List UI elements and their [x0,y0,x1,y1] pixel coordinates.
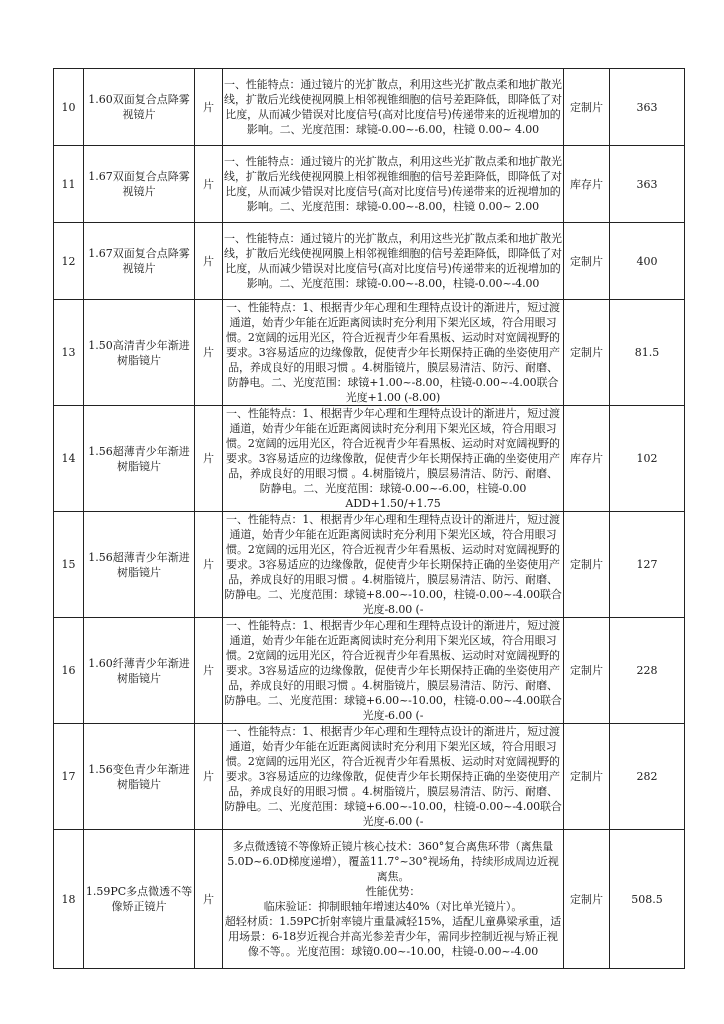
product-name: 1.67双面复合点降雾视镜片 [84,223,195,300]
table-row [54,512,685,618]
product-name: 1.56超薄青少年渐进树脂镜片 [84,406,195,512]
lens-type: 定制片 [564,830,610,969]
row-number: 13 [54,300,84,406]
price: 81.5 [610,300,685,406]
price: 363 [610,69,685,146]
price: 282 [610,724,685,830]
product-name: 1.50高清青少年渐进树脂镜片 [84,300,195,406]
price: 508.5 [610,830,685,969]
product-name: 1.56变色青少年渐进树脂镜片 [84,724,195,830]
product-description [223,223,564,300]
unit: 片 [195,146,223,223]
table-row [54,618,685,724]
lens-type: 定制片 [564,223,610,300]
product-description [223,724,564,830]
description-text: 一、性能特点：通过镜片的光扩散点，利用这些光扩散点柔和地扩散光线，扩散后光线使视网膜上相邻视锥细胞的信号差距降低，即降低了对比度，从而减少错误对比度信号(高对比度信号)传递带来的近视增加的影响。二、光度范围：球镜-0.00~-6.00，柱镜 0.00~ 4.00 [224,78,562,136]
lens-type: 定制片 [564,69,610,146]
table-row [54,406,685,512]
row-number: 14 [54,406,84,512]
product-description [223,512,564,618]
table-row [54,146,685,223]
description-text: 一、性能特点：1、根据青少年心理和生理特点设计的渐进片，短过渡通道，始青少年能在近距离阅读时充分利用下架光区域，符合用眼习惯。2宽阔的远用光区，符合近视青少年看黑板、运动时对宽阔视野的要求。3容易适应的边缘像散，促使青少年长期保持正确的坐姿使用产品，养成良好的用眼习惯 。4.树脂镜片，膜层易清洁、防污、耐磨、防静电。二、光度范围：球镜+8.00~-10.00，柱镜-0.00~-4.00联合光度-8.00 (- [224,513,562,616]
product-name: 1.60双面复合点降雾视镜片 [84,69,195,146]
description-clinical: 临床验证：抑制眼轴年增速达40%（对比单光镜片）。 [263,900,523,913]
product-description [223,146,564,223]
description-text: 一、性能特点：通过镜片的光扩散点，利用这些光扩散点柔和地扩散光线，扩散后光线使视网膜上相邻视锥细胞的信号差距降低，即降低了对比度，从而减少错误对比度信号(高对比度信号)传递带来的近视增加的影响。二、光度范围：球镜-0.00~-8.00，柱镜 0.00~ 2.00 [224,155,562,213]
price: 400 [610,223,685,300]
unit: 片 [195,512,223,618]
lens-type: 库存片 [564,406,610,512]
product-description [223,69,564,146]
table-row [54,724,685,830]
lens-type: 定制片 [564,512,610,618]
table-row [54,69,685,146]
description-advantages-heading: 性能优势： [365,885,421,898]
description-text: 一、性能特点：通过镜片的光扩散点，利用这些光扩散点柔和地扩散光线，扩散后光线使视网膜上相邻视锥细胞的信号差距降低，即降低了对比度，从而减少错误对比度信号(高对比度信号)传递带来的近视增加的影响。二、光度范围：球镜-0.00~-8.00，柱镜-0.00~-4.00 [224,232,562,290]
unit: 片 [195,69,223,146]
row-number: 18 [54,830,84,969]
lens-type: 库存片 [564,146,610,223]
row-number: 10 [54,69,84,146]
product-description [223,618,564,724]
unit: 片 [195,618,223,724]
row-number: 11 [54,146,84,223]
product-name: 1.60纤薄青少年渐进树脂镜片 [84,618,195,724]
unit: 片 [195,830,223,969]
lens-type: 定制片 [564,724,610,830]
description-material: 超轻材质：1.59PC折射率镜片重量减轻15%，适配儿童鼻梁承重，适用场景：6-18岁近视合并高光参差青少年，需同步控制近视与矫正视像不等。。光度范围：球镜0.00~-10.00，柱镜-0.00~-4.00 [224,915,562,958]
product-name: 1.56超薄青少年渐进树脂镜片 [84,512,195,618]
table-row [54,300,685,406]
price: 363 [610,146,685,223]
table-row [54,223,685,300]
product-name: 1.67双面复合点降雾视镜片 [84,146,195,223]
description-core-tech: 多点微透镜不等像矫正镜片核心技术：360°复合离焦环带（离焦量5.0D~6.0D梯度递增），覆盖11.7°~30°视场角，持续形成周边近视离焦。 [227,840,559,883]
price: 102 [610,406,685,512]
price: 228 [610,618,685,724]
lens-price-table [53,68,685,969]
product-description [223,406,564,512]
table-row [54,830,685,969]
description-text: 一、性能特点：1、根据青少年心理和生理特点设计的渐进片，短过渡通道，始青少年能在近距离阅读时充分利用下架光区域，符合用眼习惯。2宽阔的远用光区，符合近视青少年看黑板、运动时对宽阔视野的要求。3容易适应的边缘像散，促使青少年长期保持正确的坐姿使用产品，养成良好的用眼习惯 。4.树脂镜片，膜层易清洁、防污、耐磨、防静电。二、光度范围：球镜+6.00~-10.00，柱镜-0.00~-4.00联合光度-6.00 (- [224,725,562,828]
unit: 片 [195,300,223,406]
unit: 片 [195,724,223,830]
row-number: 15 [54,512,84,618]
price: 127 [610,512,685,618]
product-description [223,300,564,406]
description-text: 一、性能特点：1、根据青少年心理和生理特点设计的渐进片，短过渡通道，始青少年能在近距离阅读时充分利用下架光区域，符合用眼习惯。2宽阔的远用光区，符合近视青少年看黑板、运动时对宽阔视野的要求。3容易适应的边缘像散，促使青少年长期保持正确的坐姿使用产品，养成良好的用眼习惯 。4.树脂镜片，膜层易清洁、防污、耐磨、防静电。二、光度范围：球镜+6.00~-10.00，柱镜-0.00~-4.00联合光度-6.00 (- [224,619,562,722]
product-name: 1.59PC多点微透不等像矫正镜片 [84,830,195,969]
lens-type: 定制片 [564,300,610,406]
description-text: 一、性能特点：1、根据青少年心理和生理特点设计的渐进片，短过渡通道，始青少年能在近距离阅读时充分利用下架光区域，符合用眼习惯。2宽阔的远用光区，符合近视青少年看黑板、运动时对宽阔视野的要求。3容易适应的边缘像散，促使青少年长期保持正确的坐姿使用产品，养成良好的用眼习惯 。4.树脂镜片，膜层易清洁、防污、耐磨、防静电。二、光度范围：球镜-0.00~-6.00，柱镜-0.00 ADD+1.50/+1.75 [226,407,560,510]
row-number: 17 [54,724,84,830]
lens-type: 定制片 [564,618,610,724]
product-description [223,830,564,969]
row-number: 16 [54,618,84,724]
unit: 片 [195,406,223,512]
unit: 片 [195,223,223,300]
description-text: 一、性能特点：1、根据青少年心理和生理特点设计的渐进片，短过渡通道，始青少年能在近距离阅读时充分利用下架光区域，符合用眼习惯。2宽阔的远用光区，符合近视青少年看黑板、运动时对宽阔视野的要求。3容易适应的边缘像散，促使青少年长期保持正确的坐姿使用产品，养成良好的用眼习惯 。4.树脂镜片，膜层易清洁、防污、耐磨、防静电。二、光度范围：球镜+1.00~-8.00，柱镜-0.00~-4.00联合光度+1.00 (-8.00) [226,301,560,404]
row-number: 12 [54,223,84,300]
